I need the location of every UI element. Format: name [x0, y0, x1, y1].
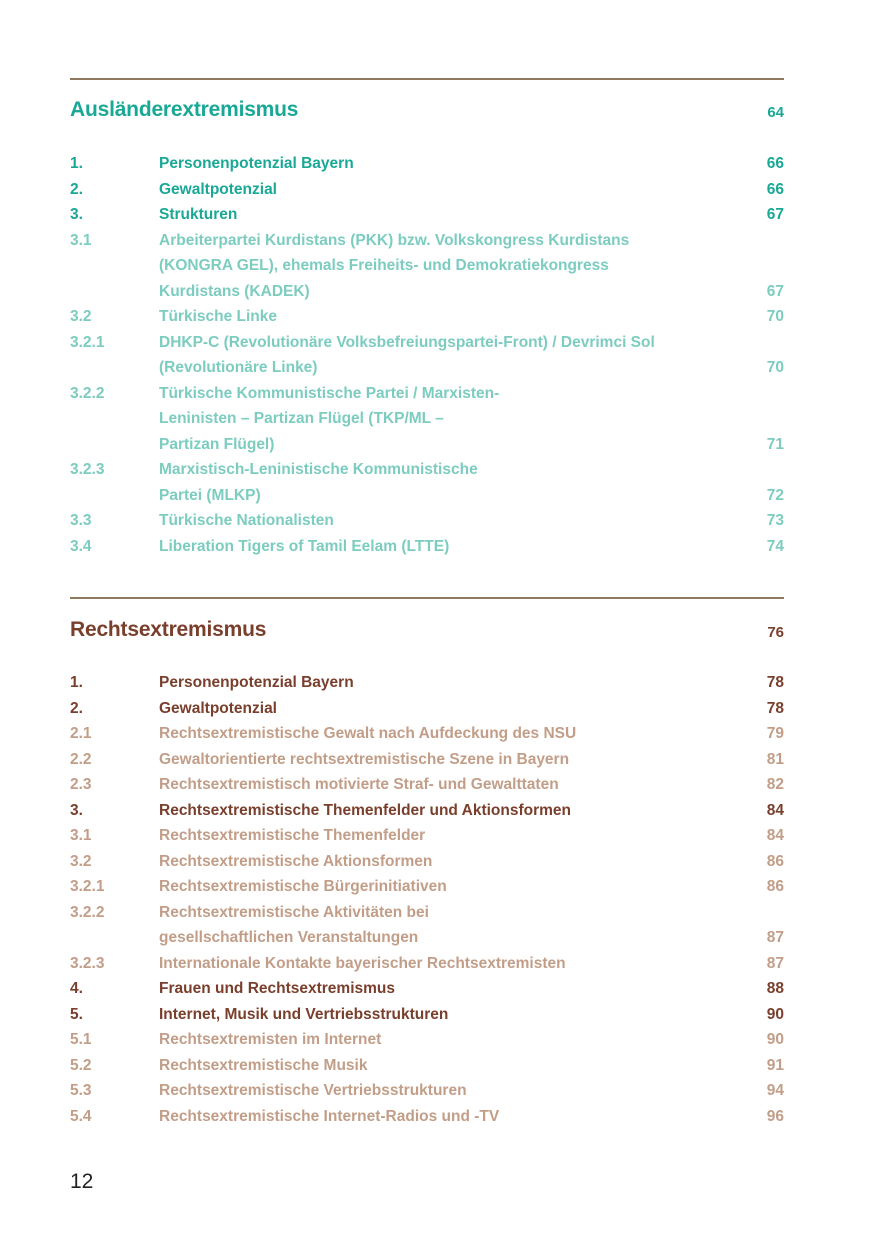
toc-entries: [70, 670, 784, 1129]
entry-number: 2.2: [70, 750, 92, 768]
section-rechtsextremismus: [70, 597, 784, 1125]
toc-entry[interactable]: [70, 177, 784, 203]
entry-title: [70, 381, 784, 458]
toc-entry[interactable]: [70, 951, 784, 977]
entry-title-line: Rechtsextremistische Aktivitäten bei: [159, 903, 429, 921]
entry-title-line: Rechtsextremistische Musik: [159, 1056, 368, 1074]
entry-title-line: Leninisten – Partizan Flügel (TKP/ML –: [159, 410, 444, 427]
entry-title-line: Rechtsextremisten im Internet: [159, 1031, 382, 1048]
entry-title-line: Rechtsextremistische Internet-Radios und -TV: [159, 1107, 500, 1125]
entry-number: 5.3: [70, 1082, 92, 1099]
entry-number: 3.3: [70, 512, 92, 529]
toc-entry[interactable]: [70, 849, 784, 875]
entry-title: [70, 202, 784, 228]
toc-entry[interactable]: [70, 1002, 784, 1028]
toc-entry[interactable]: [70, 823, 784, 849]
entry-title-line: gesellschaftlichen Veranstaltungen: [159, 929, 419, 946]
entry-title-line: Gewaltorientierte rechtsextremistische Szene in Bayern: [159, 750, 570, 768]
toc-entry[interactable]: [70, 1053, 784, 1079]
entry-title: [70, 1002, 784, 1028]
toc-entry[interactable]: [70, 228, 784, 305]
toc-entry[interactable]: [70, 747, 784, 773]
entry-title: [70, 874, 784, 900]
section-title[interactable]: Ausländerextremismus: [70, 98, 299, 121]
toc-entry[interactable]: [70, 151, 784, 177]
entry-title: [70, 508, 784, 534]
toc-entry[interactable]: [70, 508, 784, 534]
toc-entry[interactable]: [70, 381, 784, 458]
page-number: 12: [70, 1170, 94, 1193]
entry-page: 94: [766, 1082, 784, 1099]
entry-page: 74: [766, 537, 784, 555]
entry-title-line: Rechtsextremistische Themenfelder und Aktionsformen: [159, 801, 571, 819]
entry-number: 2.1: [70, 725, 92, 742]
entry-title-line: Türkische Nationalisten: [159, 512, 334, 529]
entry-title: [70, 534, 784, 560]
toc-entry[interactable]: [70, 721, 784, 747]
entry-title-line: Rechtsextremistische Themenfelder: [159, 827, 426, 844]
entry-page: 81: [766, 750, 784, 768]
entry-title-line: DHKP-C (Revolutionäre Volksbefreiungspartei-Front) / Devrimci Sol: [159, 333, 655, 351]
section-page[interactable]: 64: [767, 104, 784, 121]
entry-page: 78: [766, 674, 784, 691]
toc-entry[interactable]: [70, 202, 784, 228]
entry-title-line: Personenpotenzial Bayern: [159, 674, 354, 691]
entry-title: [70, 798, 784, 824]
entry-number: 3.2: [70, 308, 92, 325]
entry-number: 3.4: [70, 537, 92, 555]
toc-entry[interactable]: [70, 1104, 784, 1130]
entry-page: 67: [766, 282, 784, 300]
entry-number: 4.: [70, 980, 83, 997]
entry-title-line: Kurdistans (KADEK): [159, 282, 310, 300]
section-page[interactable]: 76: [767, 624, 784, 641]
entry-number: 3.: [70, 206, 83, 223]
entry-title: [70, 772, 784, 798]
section-heading: [70, 618, 784, 648]
entry-page: 72: [766, 486, 784, 504]
entry-title-line: Rechtsextremistische Gewalt nach Aufdeckung des NSU: [159, 725, 577, 742]
entry-title: [70, 177, 784, 203]
toc-entry[interactable]: [70, 1027, 784, 1053]
toc-entry[interactable]: [70, 670, 784, 696]
entry-title: [70, 304, 784, 330]
entry-page: 91: [766, 1056, 784, 1074]
entry-title: [70, 1053, 784, 1079]
entry-number: 3.1: [70, 827, 92, 844]
entry-title-line: Rechtsextremistische Aktionsformen: [159, 852, 433, 870]
toc-entry[interactable]: [70, 874, 784, 900]
entry-number: 5.: [70, 1005, 83, 1023]
toc-entry[interactable]: [70, 976, 784, 1002]
entry-title-line: Frauen und Rechtsextremismus: [159, 980, 396, 997]
entry-number: 3.2.2: [70, 384, 105, 402]
entry-title: [70, 849, 784, 875]
entry-number: 2.: [70, 180, 83, 198]
entry-title-line: Türkische Linke: [159, 308, 278, 325]
entry-title-line: Internet, Musik und Vertriebsstrukturen: [159, 1005, 449, 1023]
entry-page: 82: [766, 776, 784, 793]
entry-page: 88: [766, 980, 784, 997]
entry-number: 3.2.3: [70, 461, 105, 478]
entry-page: 66: [766, 180, 784, 198]
toc-entry[interactable]: [70, 534, 784, 560]
toc-entry[interactable]: [70, 457, 784, 508]
entry-title-line: Gewaltpotenzial: [159, 699, 277, 717]
entry-page: 78: [766, 699, 784, 717]
entry-title: [70, 670, 784, 696]
entry-number: 3.2.1: [70, 878, 105, 895]
toc-entry[interactable]: [70, 696, 784, 722]
entry-number: 3.2: [70, 852, 92, 870]
entry-number: 3.1: [70, 231, 92, 249]
entry-page: 67: [766, 206, 784, 223]
entry-number: 3.2.1: [70, 333, 105, 351]
entry-title-line: Rechtsextremistische Bürgerinitiativen: [159, 878, 447, 895]
entry-title: [70, 228, 784, 305]
toc-entry[interactable]: [70, 304, 784, 330]
entry-title-line: Internationale Kontakte bayerischer Rechtsextremisten: [159, 954, 566, 972]
entry-number: 3.2.3: [70, 954, 105, 972]
entry-title-line: Arbeiterpartei Kurdistans (PKK) bzw. Volkskongress Kurdistans: [159, 231, 630, 249]
section-divider: [70, 78, 784, 80]
entry-page: 90: [766, 1005, 784, 1023]
toc-entries: [70, 151, 784, 559]
entry-title: [70, 747, 784, 773]
entry-number: 3.: [70, 801, 83, 819]
section-auslaenderextremismus: [70, 78, 784, 555]
entry-page: 84: [766, 827, 784, 844]
entry-title-line: Strukturen: [159, 206, 238, 223]
entry-number: 1.: [70, 674, 83, 691]
entry-title: [70, 1104, 784, 1130]
entry-page: 96: [766, 1107, 784, 1125]
entry-title: [70, 151, 784, 177]
entry-title: [70, 900, 784, 951]
section-divider: [70, 597, 784, 599]
entry-title-line: Rechtsextremistische Vertriebsstrukturen: [159, 1082, 467, 1099]
entry-title: [70, 823, 784, 849]
entry-number: 5.1: [70, 1031, 92, 1048]
entry-page: 87: [766, 954, 784, 972]
entry-page: 70: [766, 308, 784, 325]
entry-title-line: (Revolutionäre Linke): [159, 359, 318, 376]
entry-number: 1.: [70, 155, 83, 172]
entry-title-line: Personenpotenzial Bayern: [159, 155, 354, 172]
entry-title: [70, 951, 784, 977]
entry-number: 3.2.2: [70, 903, 105, 921]
entry-page: 84: [766, 801, 784, 819]
toc-entry[interactable]: [70, 772, 784, 798]
toc-entry[interactable]: [70, 798, 784, 824]
entry-title-line: Partizan Flügel): [159, 435, 275, 453]
entry-title: [70, 1078, 784, 1104]
entry-title: [70, 696, 784, 722]
entry-title-line: Marxistisch-Leninistische Kommunistische: [159, 461, 478, 478]
section-title[interactable]: Rechtsextremismus: [70, 618, 267, 641]
entry-page: 71: [766, 435, 784, 453]
entry-title-line: Partei (MLKP): [159, 486, 261, 504]
entry-page: 79: [766, 725, 784, 742]
entry-page: 87: [766, 929, 784, 946]
toc-entry[interactable]: [70, 900, 784, 951]
entry-number: 5.2: [70, 1056, 92, 1074]
entry-title-line: Gewaltpotenzial: [159, 180, 277, 198]
entry-title-line: (KONGRA GEL), ehemals Freiheits- und Demokratiekongress: [159, 257, 609, 274]
entry-title: [70, 1027, 784, 1053]
toc-entry[interactable]: [70, 1078, 784, 1104]
entry-title-line: Rechtsextremistisch motivierte Straf- und Gewalttaten: [159, 776, 559, 793]
entry-title: [70, 721, 784, 747]
entry-page: 73: [766, 512, 784, 529]
entry-number: 2.3: [70, 776, 92, 793]
entry-title: [70, 330, 784, 381]
entry-page: 70: [766, 359, 784, 376]
entry-page: 86: [766, 852, 784, 870]
entry-page: 90: [766, 1031, 784, 1048]
entry-title-line: Liberation Tigers of Tamil Eelam (LTTE): [159, 537, 450, 555]
entry-title: [70, 457, 784, 508]
entry-title: [70, 976, 784, 1002]
section-heading: [70, 98, 784, 128]
entry-title-line: Türkische Kommunistische Partei / Marxisten-: [159, 384, 500, 402]
entry-page: 66: [766, 155, 784, 172]
entry-number: 2.: [70, 699, 83, 717]
entry-page: 86: [766, 878, 784, 895]
entry-number: 5.4: [70, 1107, 92, 1125]
toc-entry[interactable]: [70, 330, 784, 381]
